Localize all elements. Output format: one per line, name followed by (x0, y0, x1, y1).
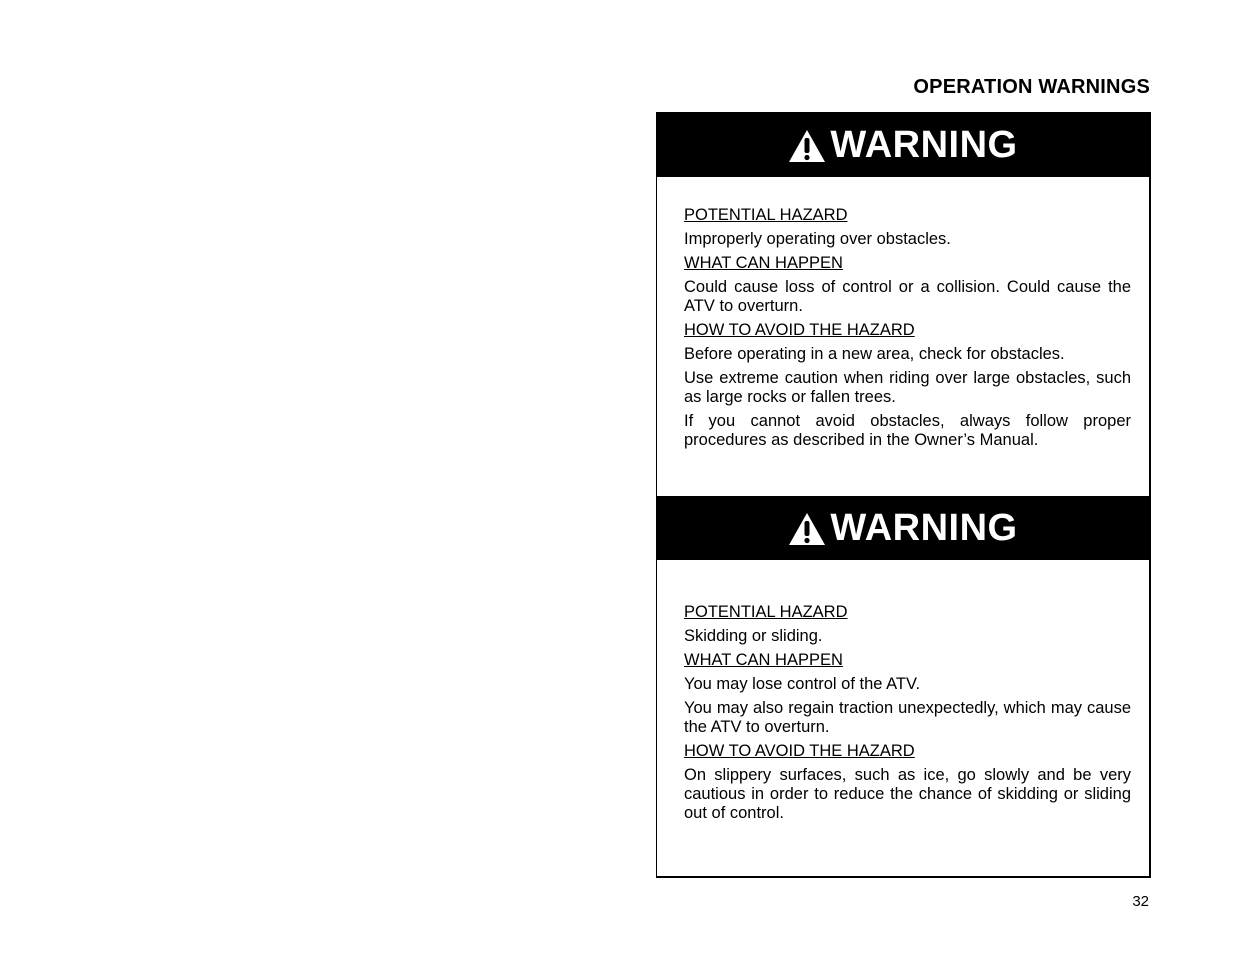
how-to-avoid-heading: HOW TO AVOID THE HAZARD (684, 321, 915, 339)
warning-body (684, 603, 1131, 828)
warning-banner-label: WARNING (830, 507, 1018, 549)
section-title: OPERATION WARNINGS (913, 76, 1150, 98)
what-can-happen-text: You may lose control of the ATV. (684, 675, 921, 693)
how-to-avoid-heading: HOW TO AVOID THE HAZARD (684, 742, 915, 760)
potential-hazard-heading: POTENTIAL HAZARD (684, 603, 848, 621)
what-can-happen-heading: WHAT CAN HAPPEN (684, 254, 843, 272)
warning-body (684, 206, 1131, 455)
what-can-happen-text: Could cause loss of control or a collision. Could cause the ATV to overturn. (684, 278, 1131, 315)
potential-hazard-heading: POTENTIAL HAZARD (684, 206, 848, 224)
potential-hazard-text: Improperly operating over obstacles. (684, 230, 951, 248)
how-to-avoid-text: Use extreme caution when riding over large obstacles, such as large rocks or fallen trees. (684, 369, 1131, 406)
how-to-avoid-text: On slippery surfaces, such as ice, go slowly and be very cautious in order to reduce the chance of skidding or sliding out of control. (684, 766, 1131, 822)
warning-box (656, 112, 1151, 878)
what-can-happen-text: You may also regain traction unexpectedly, which may cause the ATV to overturn. (684, 699, 1131, 736)
how-to-avoid-text: If you cannot avoid obstacles, always follow proper procedures as described in the Owner’s Manual. (684, 412, 1131, 449)
warning-triangle-icon (788, 512, 826, 546)
how-to-avoid-text: Before operating in a new area, check for obstacles. (684, 345, 1065, 363)
potential-hazard-text: Skidding or sliding. (684, 627, 823, 645)
page-number: 32 (1132, 893, 1149, 910)
warning-banner (657, 113, 1149, 177)
warning-banner (657, 496, 1149, 560)
warning-banner-label: WARNING (830, 124, 1018, 166)
what-can-happen-heading: WHAT CAN HAPPEN (684, 651, 843, 669)
warning-triangle-icon (788, 129, 826, 163)
